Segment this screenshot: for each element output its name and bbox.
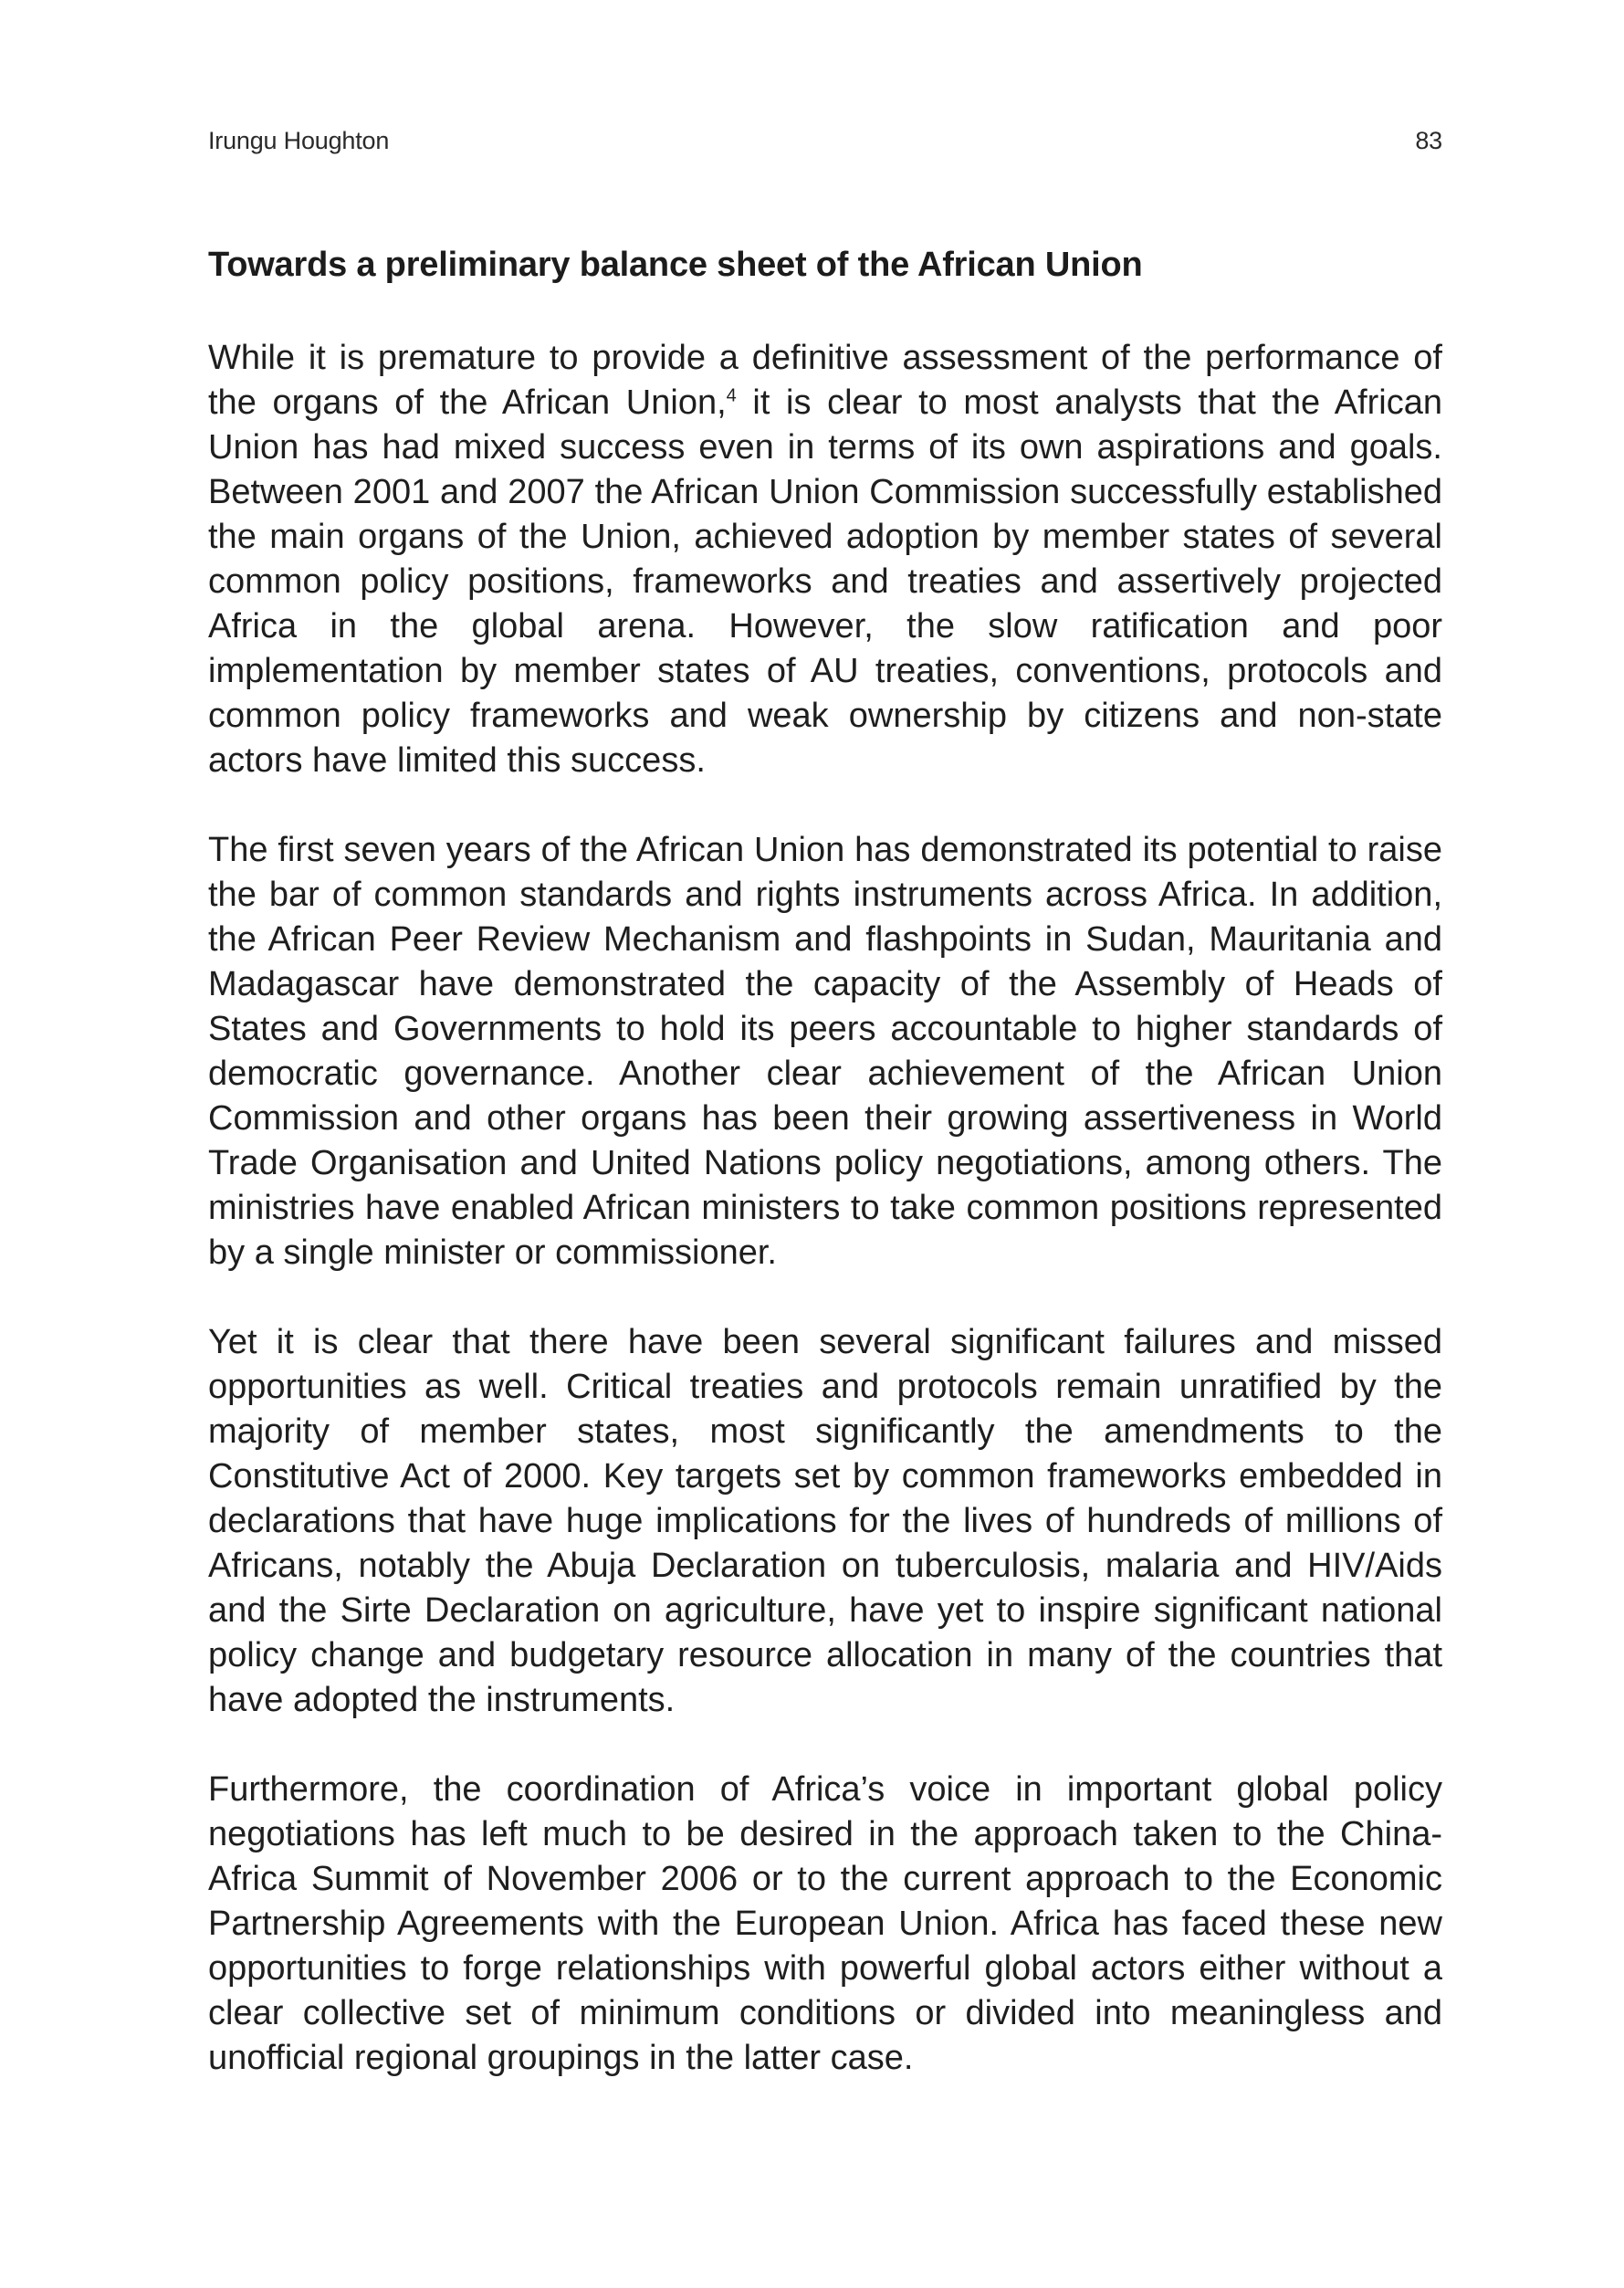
body-text — [208, 336, 1442, 2125]
paragraph-2: The first seven years of the African Union has demonstrated its potential to raise the bar of common standards and rights instruments across Africa. In addition, the African Peer Review Mechanism and flashpoints in Sudan, Mauritania and Madagascar have demonstrated the capacity of the Assembly of Heads of States and Governments to hold its peers accountable to higher standards of democratic governance. Another clear achievement of the African Union Commission and other organs has been their growing assertiveness in World Trade Organisation and United Nations policy negotiations, among others. The ministries have enabled African ministers to take common positions represented by a single minister or commissioner. — [208, 831, 1442, 1272]
paragraph-1 — [208, 336, 1442, 783]
paragraph-4: Furthermore, the coordination of Africa’s voice in important global policy negotiations has left much to be desired in the approach taken to the China-Africa Summit of November 2006 or to the current approach to the Economic Partnership Agreements with the European Union. Africa has faced these new opportunities to forge relationships with powerful global actors either without a clear collective set of minimum conditions or divided into meaningless and unofficial regional groupings in the latter case. — [208, 1770, 1442, 2077]
footnote-marker[interactable]: 4 — [726, 385, 737, 406]
page-number: 83 — [1415, 127, 1442, 154]
section-heading: Towards a preliminary balance sheet of the African Union — [208, 246, 1143, 284]
paragraph-3: Yet it is clear that there have been several significant failures and missed opportunities as well. Critical treaties and protocols remain unratified by the majority of member states, most significantly the amendments to the Constitutive Act of 2000. Key targets set by common frameworks embedded in declarations that have huge implications for the lives of hundreds of millions of Africans, notably the Abuja Declaration on tuberculosis, malaria and HIV/Aids and the Sirte Declaration on agriculture, have yet to inspire significant national policy change and budgetary resource allocation in many of the countries that have adopted the instruments. — [208, 1323, 1442, 1719]
paragraph-1-part-b: it is clear to most analysts that the African Union has had mixed success even in terms of its own aspirations and goals. Between 2001 and 2007 the African Union Commission successfully established the main organs of the Union, achieved adoption by member states of several common policy positions, frameworks and treaties and assertively projected Africa in the global arena. However, the slow ratification and poor implementation by member states of AU treaties, conventions, protocols and common policy frameworks and weak ownership by citizens and non-state actors have limited this success. — [208, 383, 1442, 780]
running-head-author: Irungu Houghton — [208, 127, 390, 154]
running-header — [208, 122, 1442, 159]
paragraph-1-part-a: While it is premature to provide a definitive assessment of the performance of the organs of the African Union, — [208, 339, 1442, 422]
